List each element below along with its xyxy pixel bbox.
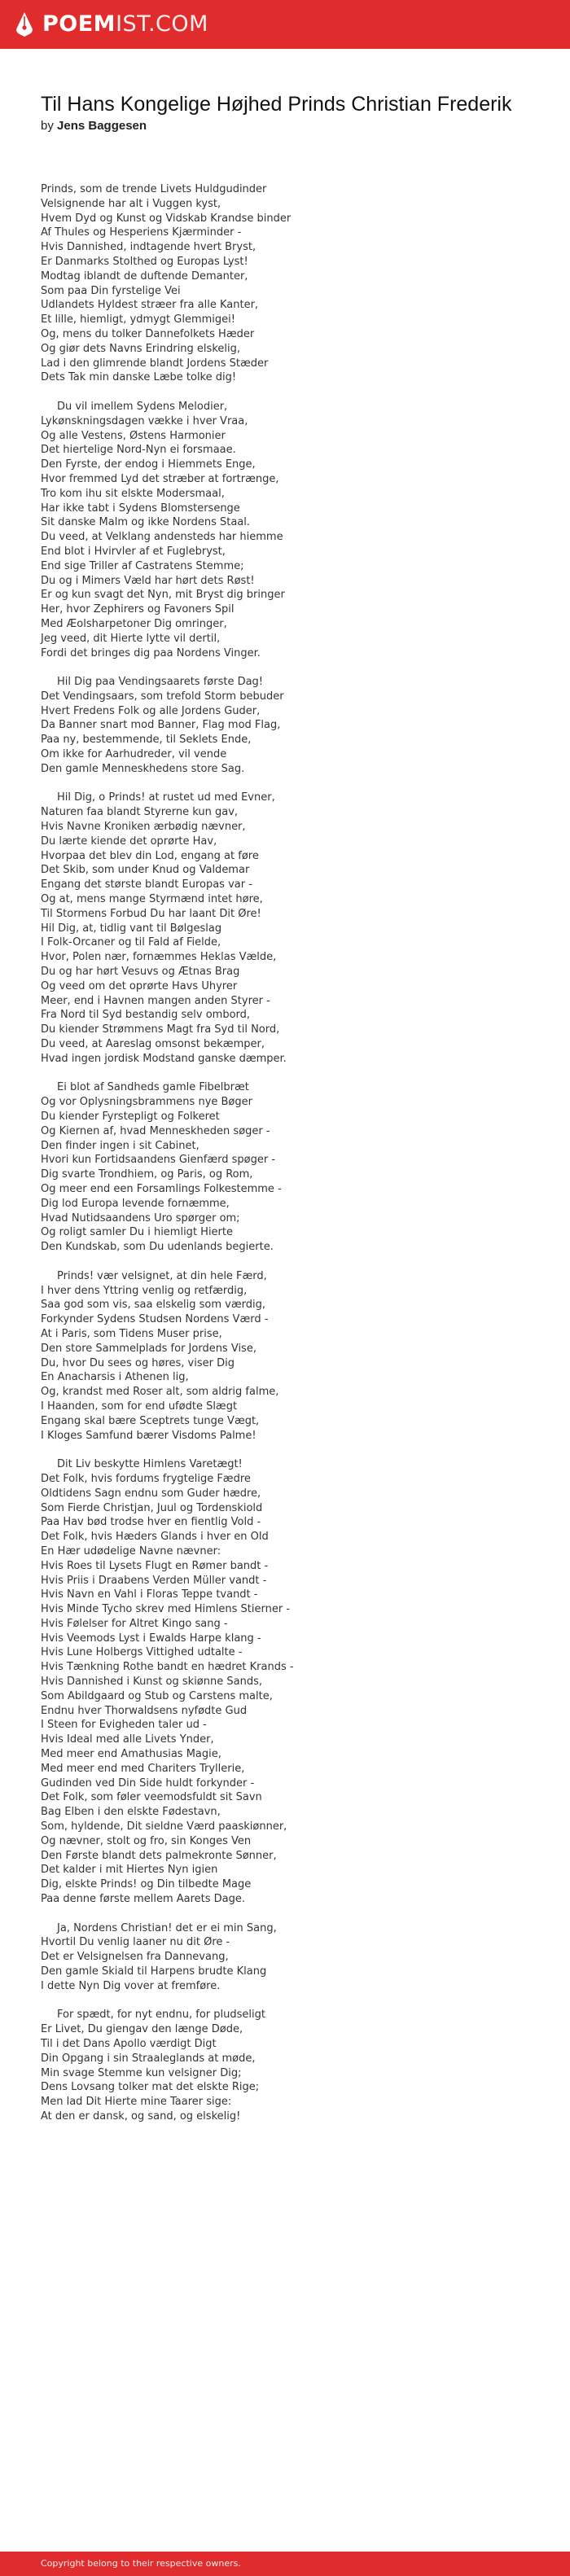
poem-line: Hvis Minde Tycho skrev med Himlens Stierner - — [41, 1603, 291, 1616]
poem-line: End blot i Hvirvler af et Fuglebryst, — [41, 545, 226, 558]
footer-bar — [0, 2552, 570, 2576]
poem-line: Det kalder i mit Hiertes Nyn igien — [41, 1864, 218, 1877]
poem-line: Med Æolsharpetoner Dig omringer, — [41, 617, 227, 630]
poem-line: Den Første blandt dets palmekronte Sønner, — [41, 1849, 277, 1862]
poem-line: Og veed om det oprørte Havs Uhyrer — [41, 979, 238, 992]
poem-line: Hvem Dyd og Kunst og Vidskab Krandse binder — [41, 212, 292, 225]
poem-line: Prinds, som de trende Livets Huldgudinder — [41, 183, 267, 195]
poem-line: Dets Tak min danske Læbe tolke dig! — [41, 371, 237, 384]
poem-line: Dig, elskte Prinds! og Din tilbedte Mage — [41, 1878, 252, 1891]
poem-line: Om ikke for Aarhudreder, vil vende — [41, 748, 227, 761]
poem-line: Endnu hver Thorwaldsens nyfødte Gud — [41, 1704, 248, 1717]
poem-line: Lykønskningsdagen vække i hver Vraa, — [41, 414, 248, 427]
poem-line: Og, krandst med Roser alt, som aldrig falme, — [41, 1386, 279, 1399]
poem-line: Hvis Navne Kroniken ærbødig nævner, — [41, 821, 246, 834]
poem-line: Hvis Roes til Lysets Flugt en Rømer bandt - — [41, 1559, 269, 1572]
poem-stanza — [41, 1269, 529, 1444]
poem-title: Til Hans Kongelige Højhed Prinds Christian Frederik — [41, 93, 512, 116]
poem-line: Udlandets Hyldest stræer fra alle Kanter, — [41, 299, 259, 312]
poem-line: Hvor, Polen nær, fornæmmes Heklas Vælde, — [41, 951, 277, 964]
poem-line: Forkynder Sydens Studsen Nordens Værd - — [41, 1313, 269, 1326]
poem-line: Det hiertelige Nord-Nyn ei forsmaae. — [41, 444, 236, 457]
poem-line: Jeg veed, dit Hierte lytte vil dertil, — [41, 632, 221, 645]
poem-line: Den gamle Skiald til Harpens brudte Klang — [41, 1965, 267, 1978]
poem-line: Oldtidens Sagn endnu som Guder hædre, — [41, 1487, 261, 1500]
poem-line: Du kiender Fyrstepligt og Folkeret — [41, 1111, 220, 1123]
poem-line: Har ikke tabt i Sydens Blomstersenge — [41, 502, 240, 515]
poem-stanza — [41, 1080, 529, 1255]
poem-line: Fordi det bringes dig paa Nordens Vinger. — [41, 646, 261, 659]
logo-bold-text: POEM — [42, 11, 116, 37]
poem-stanza — [41, 791, 529, 1066]
poem-stanza — [41, 400, 529, 660]
poem-line: Du lærte kiende det oprørte Hav, — [41, 835, 217, 848]
poem-line: Naturen faa blandt Styrerne kun gav, — [41, 806, 239, 819]
poem-line: Det Vendingsaars, som trefold Storm bebuder — [41, 690, 284, 703]
poem-line: Det Folk, hvis Hæders Glands i hver en Old — [41, 1531, 269, 1544]
poem-line: En Hær udødelige Navne nævner: — [41, 1544, 221, 1557]
author-link[interactable]: Jens Baggesen — [57, 119, 147, 133]
poem-line: End sige Triller af Castratens Stemme; — [41, 559, 244, 572]
poem-line: Hvis Priis i Draabens Verden Müller vandt - — [41, 1574, 267, 1587]
poem-line: Hvor fremmed Lyd det stræber at fortrænge, — [41, 472, 279, 485]
poem-stanza — [41, 1921, 529, 1994]
poem-line: Og vor Oplysningsbrammens nye Bøger — [41, 1096, 252, 1109]
poem-line: Du kiender Strømmens Magt fra Syd til Nord, — [41, 1023, 280, 1036]
poem-line: Den finder ingen i sit Cabinet, — [41, 1139, 200, 1152]
poem-stanza — [41, 182, 529, 385]
poem-line: Engang skal bære Sceptrets tunge Vægt, — [41, 1414, 260, 1427]
poem-line: Du veed, at Aareslag omsonst bekæmper, — [41, 1038, 265, 1051]
poem-line: Er og kun svagt det Nyn, mit Bryst dig bringer — [41, 589, 285, 602]
poem-line: Som paa Din fyrstelige Vei — [41, 284, 181, 297]
poem-line: Tro kom ihu sit elskte Modersmaal, — [41, 487, 225, 500]
poem-line: Den store Sammelplads for Jordens Vise, — [41, 1342, 256, 1355]
poem-line: Hvori kun Fortidsaandens Gienfærd spøger - — [41, 1154, 276, 1167]
poem-line: Meer, end i Havnen mangen anden Styrer - — [41, 994, 270, 1007]
poem-line: Prinds! vær velsignet, at din hele Færd, — [57, 1269, 267, 1282]
poem-line: Det Folk, som føler veemodsfuldt sit Savn — [41, 1791, 262, 1804]
byline-prefix: by — [41, 119, 54, 133]
poem-line: Dig svarte Trondhiem, og Paris, og Rom, — [41, 1168, 253, 1181]
poem-line: Som, hyldende, Dit sieldne Værd paaskiønner, — [41, 1820, 287, 1833]
poem-line: Det Skib, som under Knud og Valdemar — [41, 864, 250, 877]
poem-line: Til Stormens Forbud Du har laant Dit Øre! — [41, 907, 261, 920]
poem-line: I Steen for Evigheden taler ud - — [41, 1719, 207, 1732]
poem-line: Af Thules og Hesperiens Kjærminder - — [41, 226, 242, 239]
poem-line: Du vil imellem Sydens Melodier, — [57, 400, 228, 413]
poem-line: En Anacharsis i Athenen lig, — [41, 1371, 189, 1384]
poem-line: Velsignende har alt i Vuggen kyst, — [41, 197, 221, 210]
poem-line: I Folk-Orcaner og til Fald af Fielde, — [41, 936, 221, 949]
poem-line: I hver dens Yttring venlig og retfærdig, — [41, 1284, 248, 1297]
poem-line: Men lad Dit Hierte mine Taarer sige: — [41, 2096, 232, 2109]
poem-body — [41, 182, 529, 2124]
poem-line: Hvad Nutidsaandens Uro spørger om; — [41, 1211, 240, 1224]
poem-line: Hvert Fredens Folk og alle Jordens Guder, — [41, 704, 261, 717]
poem-line: Hvorpaa det blev din Lod, engang at føre — [41, 849, 259, 862]
poem-line: Hvis Tænkning Rothe bandt en hædret Krands - — [41, 1661, 294, 1674]
poem-line: Den Fyrste, der endog i Hiemmets Enge, — [41, 458, 256, 471]
site-logo[interactable] — [15, 10, 208, 39]
poem-line: Dig lod Europa levende fornæmme, — [41, 1197, 230, 1210]
poem-line: Dens Lovsang tolker mat det elskte Rige; — [41, 2081, 260, 2094]
poem-line: Med meer end Amathusias Magie, — [41, 1748, 221, 1761]
poem-line: Hvis Dannished i Kunst og skiønne Sands, — [41, 1676, 262, 1689]
poem-line: Er Danmarks Stolthed og Europas Lyst! — [41, 255, 248, 268]
poem-stanza — [41, 675, 529, 777]
poem-line: Med meer end med Chariters Tryllerie, — [41, 1762, 245, 1775]
poem-line: Som Fierde Christjan, Juul og Tordenskiold — [41, 1501, 263, 1514]
poem-line: Og nævner, stolt og fro, sin Konges Ven — [41, 1834, 252, 1847]
poem-line: Din Opgang i sin Straaleglands at møde, — [41, 2052, 256, 2065]
poem-stanza — [41, 1457, 529, 1907]
logo-light-text: IST.COM — [116, 11, 208, 37]
poem-line: For spædt, for nyt endnu, for pludseligt — [57, 2009, 265, 2022]
poem-line: Hvis Ideal med alle Livets Ynder, — [41, 1733, 214, 1746]
poem-line: Og alle Vestens, Østens Harmonier — [41, 429, 226, 442]
poem-line: Hvis Navn en Vahl i Floras Teppe tvandt - — [41, 1588, 258, 1601]
poem-line: Du veed, at Velklang andensteds har hiemme — [41, 531, 283, 544]
poem-line: Den Kundskab, som Du udenlands begierte. — [41, 1241, 274, 1254]
poem-line: Hil Dig, at, tidlig vant til Bølgeslag — [41, 922, 222, 935]
poem-line: Ei blot af Sandheds gamle Fibelbræt — [57, 1081, 249, 1094]
poem-line: Til i det Dans Apollo værdigt Digt — [41, 2038, 217, 2050]
poem-line: Min svage Stemme kun velsigner Dig; — [41, 2066, 242, 2079]
poem-line: Lad i den glimrende blandt Jordens Stæder — [41, 357, 269, 370]
poem-stanza — [41, 2008, 529, 2123]
poem-line: Du og i Mimers Væld har hørt dets Røst! — [41, 574, 255, 587]
poem-line: At den er dansk, og sand, og elskelig! — [41, 2109, 241, 2123]
poem-line: Det er Velsignelsen fra Dannevang, — [41, 1951, 229, 1964]
poem-line: I Kloges Samfund bærer Visdoms Palme! — [41, 1429, 256, 1442]
poem-line: Bag Elben i den elskte Fødestavn, — [41, 1806, 221, 1819]
pen-nib-icon — [15, 11, 34, 37]
poem-line: Og meer end een Forsamlings Folkestemme - — [41, 1182, 282, 1195]
poem-line: Er Livet, Du giengav den længe Døde, — [41, 2023, 243, 2036]
poem-line: Og, mens du tolker Dannefolkets Hæder — [41, 327, 255, 340]
poem-content — [41, 93, 529, 2139]
poem-line: Sit danske Malm og ikke Nordens Staal. — [41, 516, 250, 529]
site-logo-text — [42, 10, 208, 39]
poem-line: Og roligt samler Du i hiemligt Hierte — [41, 1226, 233, 1239]
poem-line: Hil Dig, o Prinds! at rustet ud med Evner, — [57, 791, 275, 804]
poem-line: Modtag iblandt de duftende Demanter, — [41, 269, 248, 283]
poem-line: Her, hvor Zephirers og Favoners Spil — [41, 603, 235, 616]
poem-line: Det Folk, hvis fordums frygtelige Fædre — [41, 1472, 251, 1485]
copyright-text: Copyright belong to their respective owners. — [41, 2558, 241, 2569]
poem-line: Hvad ingen jordisk Modstand ganske dæmper. — [41, 1052, 287, 1065]
poem-line: I dette Nyn Dig vover at fremføre. — [41, 1979, 221, 1992]
poem-line: At i Paris, som Tidens Muser prise, — [41, 1327, 222, 1340]
poem-line: Gudinden ved Din Side huldt forkynder - — [41, 1776, 255, 1790]
byline — [41, 119, 529, 134]
poem-line: Fra Nord til Syd bestandig selv ombord, — [41, 1009, 251, 1022]
poem-line: Den gamle Menneskhedens store Sag. — [41, 762, 245, 775]
poem-line: Hil Dig paa Vendingsaarets første Dag! — [57, 676, 264, 689]
poem-line: Ja, Nordens Christian! det er ei min Sang, — [57, 1921, 277, 1934]
poem-line: Hvis Lune Holbergs Vittighed udtalte - — [41, 1646, 243, 1659]
poem-line: I Haanden, som for end ufødte Slægt — [41, 1400, 238, 1413]
poem-line: Og Kiernen af, hvad Menneskheden søger - — [41, 1124, 270, 1137]
poem-line: Som Abildgaard og Stub og Carstens malte, — [41, 1689, 273, 1702]
poem-line: Du og har hørt Vesuvs og Ætnas Brag — [41, 966, 240, 979]
poem-line: Hvis Følelser for Altret Kingo sang - — [41, 1617, 228, 1630]
top-bar — [0, 0, 570, 49]
poem-line: Saa god som vis, saa elskelig som værdig, — [41, 1299, 266, 1312]
poem-line: Et lille, hiemligt, ydmygt Glemmigei! — [41, 313, 235, 326]
poem-line: Og at, mens mange Styrmænd intet høre, — [41, 893, 263, 906]
poem-line: Paa Hav bød trodse hver en fientlig Vold - — [41, 1516, 261, 1529]
poem-line: Paa ny, bestemmende, til Seklets Ende, — [41, 734, 252, 747]
poem-line: Hvortil Du venlig laaner nu dit Øre - — [41, 1936, 230, 1949]
poem-line: Du, hvor Du sees og høres, viser Dig — [41, 1356, 235, 1369]
poem-line: Da Banner snart mod Banner, Flag mod Flag, — [41, 719, 281, 732]
poem-line: Hvis Dannished, indtagende hvert Bryst, — [41, 241, 256, 254]
poem-line: Engang det største blandt Europas var - — [41, 878, 252, 892]
poem-line: Og giør dets Navns Erindring elskelig, — [41, 342, 240, 355]
poem-line: Hvis Veemods Lyst i Ewalds Harpe klang - — [41, 1632, 261, 1645]
poem-line: Paa denne første mellem Aarets Dage. — [41, 1893, 246, 1906]
poem-line: Dit Liv beskytte Himlens Varetægt! — [57, 1458, 243, 1471]
